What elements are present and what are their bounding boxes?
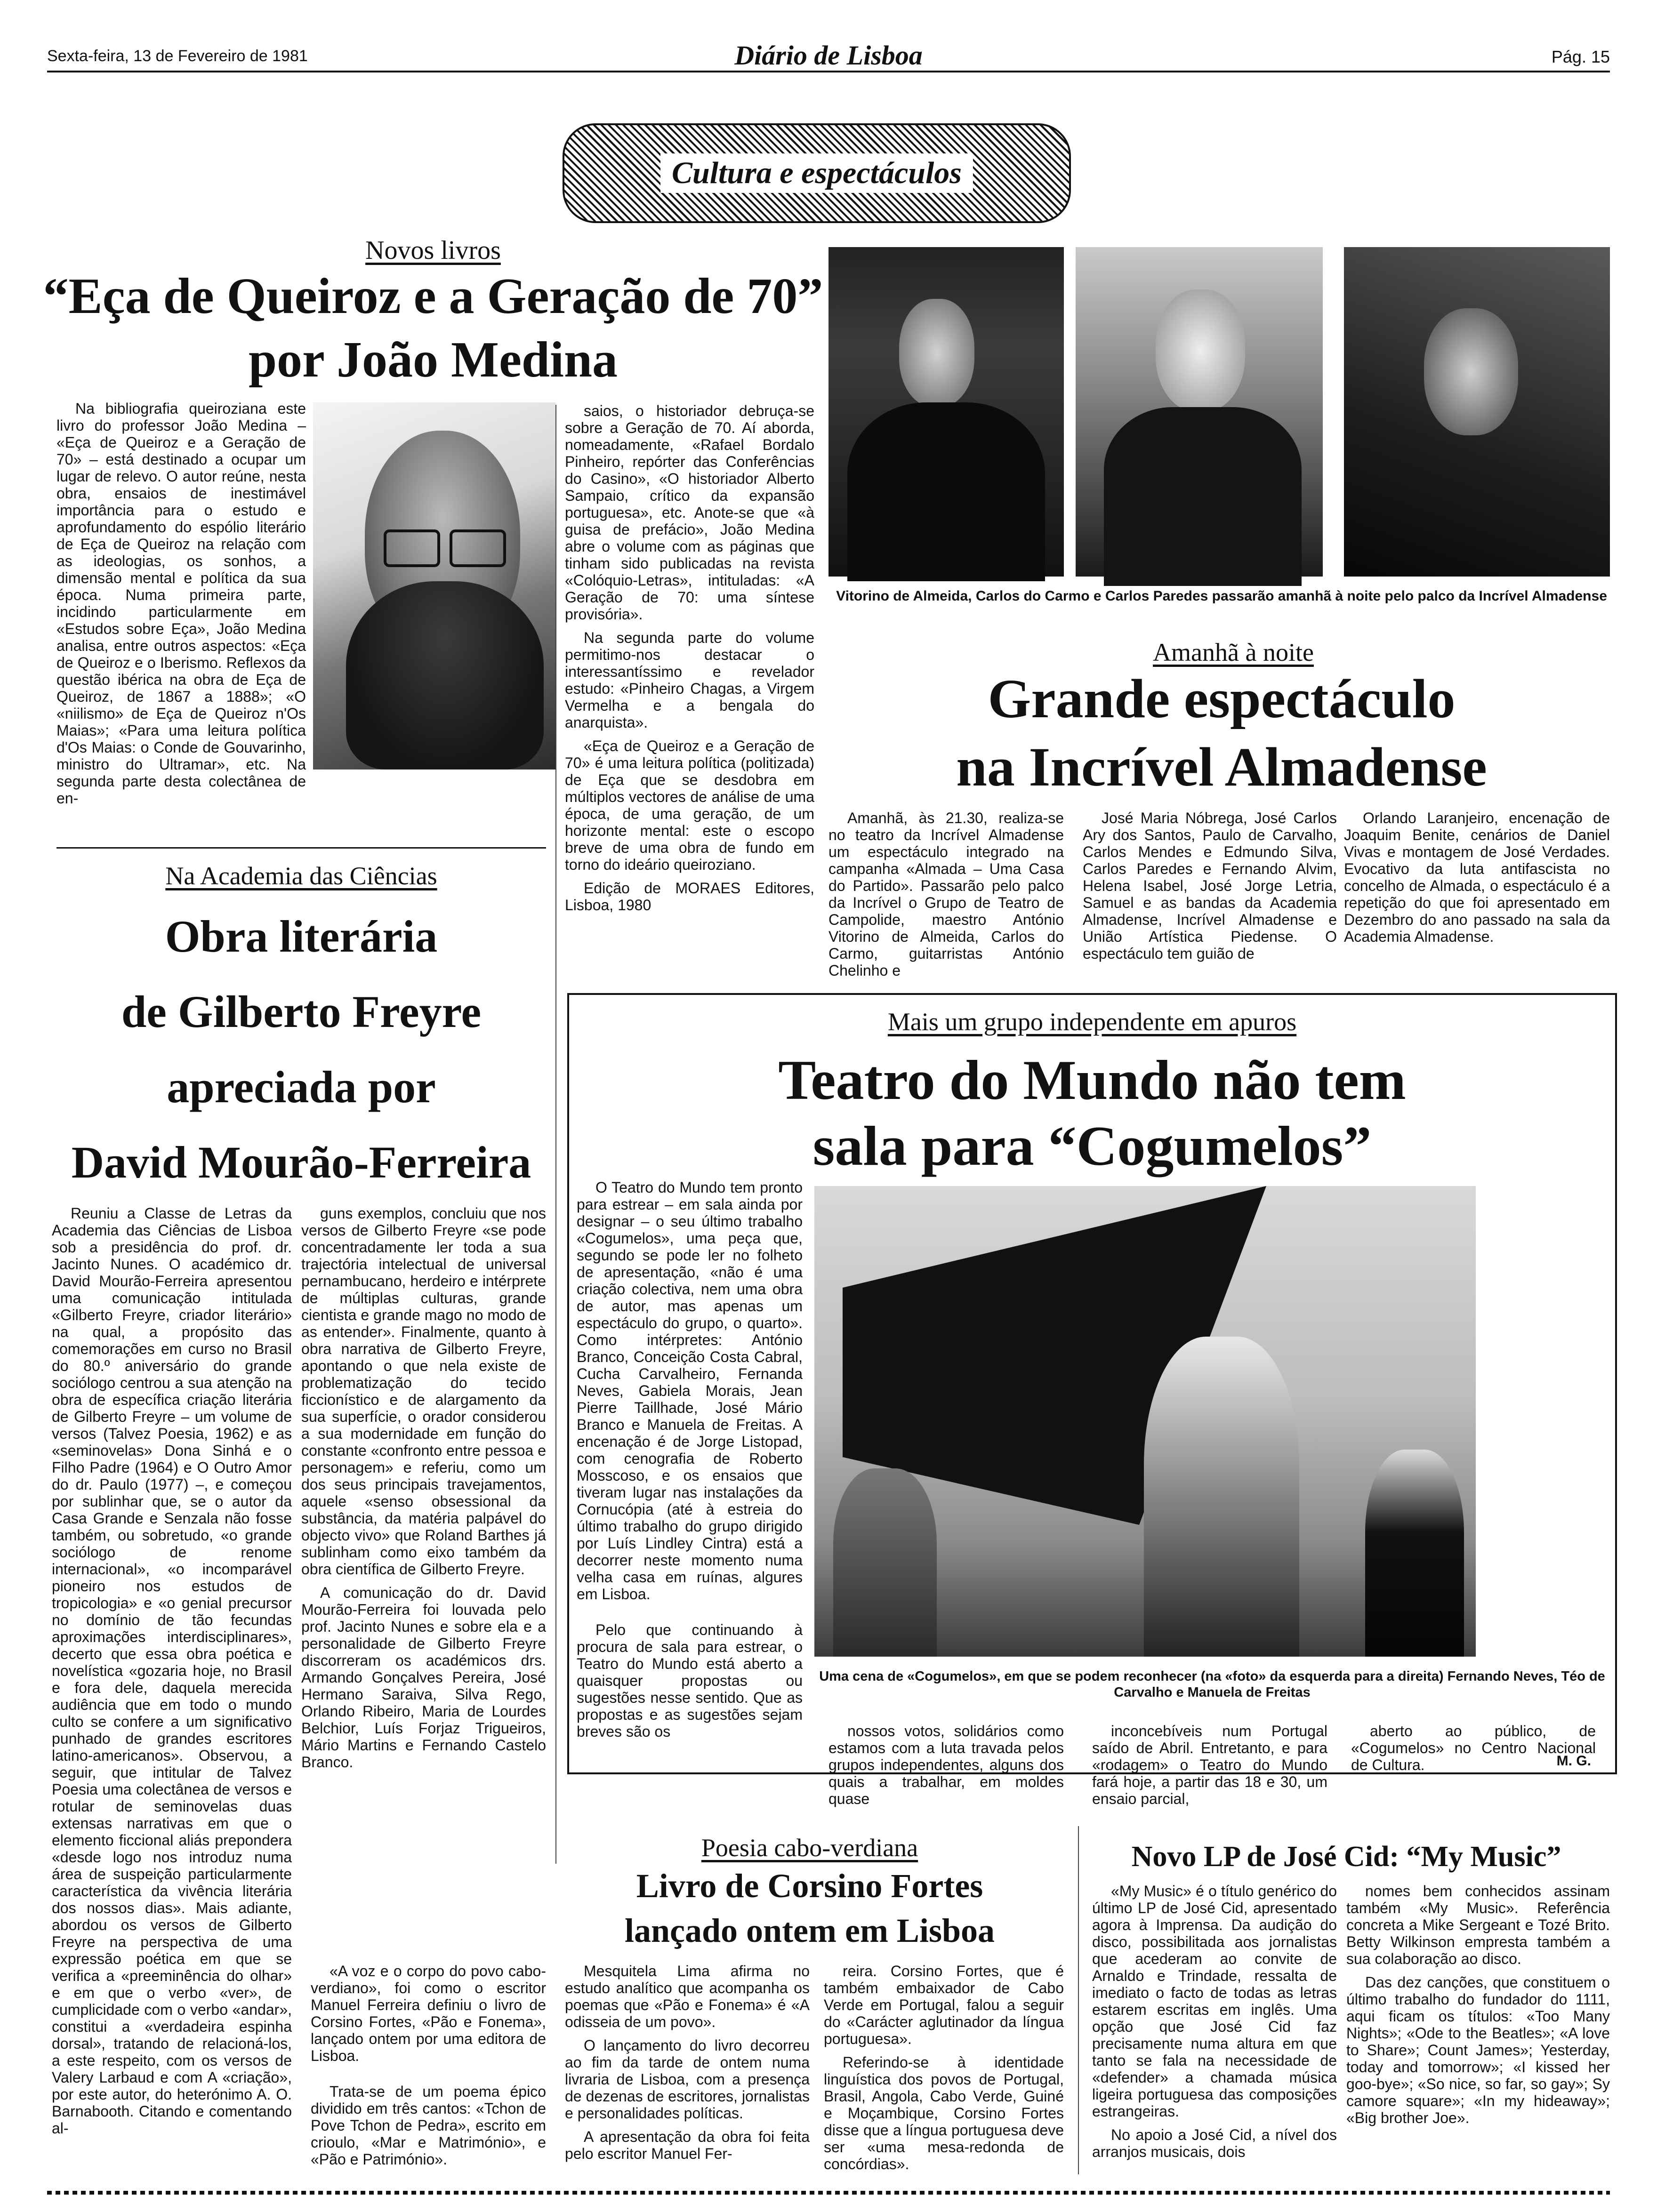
section-banner-title: Cultura e espectáculos [660,153,973,193]
cid-col2-p1: nomes bem conhecidos assinam também «My Music». Referência concreta a Mike Sergeant e Tozé Brito. Betty Wilkinson empresta também a sua colaboração ao disco. [1346,1883,1610,1967]
cid-column-1 [1092,1883,1337,2174]
almada-col2-text: José Maria Nóbrega, José Carlos Ary dos Santos, Paulo de Carvalho, Carlos Mendes e Edmundo Silva, Carlos Paredes e Fernando Alvim, Helena Isabel, José Jorge Letria, Samuel e as bandas da Academia Almadense, Incrível Almadense e União Artística Piedense. O espectáculo tem guião de [1083,809,1337,962]
almada-column-1 [828,809,1064,984]
eca-col2-p2: Na segunda parte do volume permitimo-nos destacar o interessantíssimo e revelador estudo: «Pinheiro Chagas, a Virgem Vermelha e a bengala do anarquista». [565,629,814,731]
freyre-col2-p2: A comunicação do dr. David Mourão-Ferreira foi louvada pelo prof. Jacinto Nunes e sobre ela e a personalidade de Gilberto Freyre discorreram os académicos drs. Armando Gonçalves Pereira, José Hermano Saraiva, Silva Rego, Orlando Ribeiro, Maria de Lourdes Belchior, Luís Forjaz Trigueiros, Mário Martins e Fernando Castelo Branco. [301,1584,546,1771]
teatro-signature: M. G. [1556,1753,1591,1769]
freyre-col2-p1: guns exemplos, concluiu que nos versos de Gilberto Freyre «se pode concentradamente ler toda a sua trajectória intelectual de universal pernambucano, herdeiro e intérprete de múltiplas culturas, grande cientista e grande mago no modo de as entender». Finalmente, quanto à obra narrativa de Gilberto Freyre, apontando o que nela existe de problematização do tecido ficcionístico e de alargamento da sua superfície, o orador considerou a sua modernidade em função do constante «confronto entre pessoa e personagem» e referiu, como um dos seus principais travejamentos, aquele «senso obsessional da substância, da matéria palpável do objecto vivo» que Roland Barthes já sublinham como eixo também da obra científica de Gilberto Freyre. [301,1205,546,1578]
cid-headline: Novo LP de José Cid: “My Music” [1131,1841,1561,1873]
freyre-kicker: Na Academia das Ciências [165,862,437,890]
almada-kicker: Amanhã à noite [1153,638,1314,666]
eca-headline-line2: por João Medina [248,332,618,388]
teatro-kicker: Mais um grupo independente em apuros [887,1008,1297,1036]
almada-col3-text: Orlando Laranjeiro, encenação de Joaquim Benite, cenários de Daniel Vivas e montagem de José Verdades. Evocativo da luta antifascista no concelho de Almada, o espectáculo é a repetição do que foi apresentado em Dezembro do ano passado na sala da Academia Almadense. [1344,809,1610,945]
corsino-headline-line1: Livro de Corsino Fortes [636,1867,983,1905]
photo-carlos-paredes [1344,247,1610,577]
teatro-headline-line1: Teatro do Mundo não tem [778,1049,1406,1111]
freyre-headline-line3: apreciada por [167,1062,436,1112]
cid-column-2 [1346,1883,1610,2174]
corsino-col2-p3: A apresentação da obra foi feita pelo escritor Manuel Fer- [565,2128,810,2162]
teatro-col4-text: aberto ao público, de «Cogumelos» no Centro Nacional de Cultura. [1351,1723,1596,1773]
teatro-column-3 [1092,1723,1327,1807]
cogumelos-photo-caption: Uma cena de «Cogumelos», em que se podem reconhecer (na «foto» da esquerda para a direita) Fernando Neves, Téo de Carvalho e Manuela de Freitas [819,1669,1605,1700]
portrait-beard [346,581,544,769]
issue-date: Sexta-feira, 13 de Fevereiro de 1981 [47,47,308,65]
corsino-column-2 [565,1963,810,2174]
corsino-col3-p2: Referindo-se à identidade linguística dos povos de Portugal, Brasil, Angola, Cabo Verde, Guiné e Moçambique, Corsino Fortes disse que a língua portuguesa deve ser «uma mesa-redonda de concórdias». [824,2054,1064,2172]
photo3-face [1424,308,1518,435]
portrait-glasses-left [384,529,440,567]
photo-actor-left [833,1468,937,1657]
almada-photo-caption: Vitorino de Almeida, Carlos do Carmo e Carlos Paredes passarão amanhã à noite pelo palco da Incrível Almadense [836,588,1607,604]
freyre-headline-line4: David Mourão-Ferreira [71,1137,531,1187]
freyre-col1-text: Reuniu a Classe de Letras da Academia das Ciências de Lisboa sob a presidência do prof. dr. Jacinto Nunes. O académico dr. David Mourão-Ferreira apresentou uma comunicação intitulada «Gilberto Freyre, criador literário» na qual, a propósito das comemorações em curso no Brasil do 80.º aniversário do grande sociólogo centrou a sua atenção na obra de específica criação literária de Gilberto Freyre – um volume de versos (Talvez Poesia, 1962) e as «seminovelas» Dona Sinhá e o Filho Padre (1964) e O Outro Amor do dr. Paulo (1977) –, e começou por sublinhar que, se o autor da Casa Grande e Senzala não fosse também, ou sobretudo, «o grande sociólogo de renome internacional», «o incomparável pioneiro nos estudos de tropicologia» e «o genial precursor no domínio de tão fecundas aproximações interdisciplinares», decerto que essa obra poética e novelística «gozaria hoje, no Brasil e fora dele, daquela merecida audiência que em todo o mundo culto se confere a um significativo punhado de grandes escritores latino-americanos». Observou, a seguir, que intitular de Talvez Poesia uma colectânea de versos e rotular de seminovelas duas extensas narrativas em que o elemento ficcional aliás prepondera «desde logo nos introduz numa área de suspeição particularmente característica da vivência literária dos nossos dias». Mais adiante, abordou os versos de Gilberto Freyre na perspectiva de uma expressão poética em que se verifica a «preeminência do olhar» e em que o verbo «ver», de cumplicidade com o verbo «andar», constitui a «verdadeira espinha dorsal», tratando de relacioná-los, a este respeito, com os versos de Valery Larbaud e com A «criação», por este autor, do heterónimo A. O. Barnabooth. Citando e comentando al- [52,1205,292,2137]
teatro-column-1 [577,1179,803,1763]
masthead: Diário de Lisboa [734,40,923,71]
corsino-headline-line2: lançado ontem em Lisboa [624,1912,995,1949]
joao-medina-portrait [313,402,555,769]
freyre-column-1 [52,1205,292,2174]
eca-kicker: Novos livros [365,236,501,265]
photo1-face [899,299,974,407]
header-rule [47,71,1610,72]
corsino-column-1 [311,1963,546,2174]
cid-col1-p1: «My Music» é o título genérico do último LP de José Cid, apresentado agora à Imprensa. Da audição do disco, possibilitada aos jornalistas que acederam ao convite de Arnaldo e Trindade, ressalta de imediato o facto de todas as letras estarem escritas em inglês. Uma opção que José Cid faz precisamente numa altura em que tanto se fala na necessidade de «defender» a chamada música ligeira portuguesa das composições estrangeiras. [1092,1883,1337,2120]
corsino-col1-p2: Trata-se de um poema épico dividido em três cantos: «Tchon de Pove Tchon de Pedra», escrito em crioulo, «Mar e Matrimónio», e «Pão e Património». [311,2083,546,2168]
cid-col1-p2: No apoio a José Cid, a nível dos arranjos musicais, dois [1092,2126,1337,2160]
photo1-coat [847,402,1045,581]
corsino-col2-p2: O lançamento do livro decorreu ao fim da tarde de ontem numa livraria de Lisboa, com a presença de dezenas de escritores, jornalistas e personalidades políticas. [565,2037,810,2122]
photo-carlos-do-carmo [1076,247,1323,577]
eca-col2-p3: «Eça de Queiroz e a Geração de 70» é uma leitura política (politizada) de Eça que se desdobra em múltiplos vectores de análise de uma época, de uma geração, de um horizonte mental: este o escopo breve de uma obra de fundo em torno do ideário queiroziano. [565,737,814,873]
corsino-col3-p1: reira. Corsino Fortes, que é também embaixador de Cabo Verde em Portugal, falou a seguir do «Carácter aglutinador da língua portuguesa». [824,1963,1064,2047]
photo2-face [1156,289,1245,412]
corsino-col2-p1: Mesquitela Lima afirma no estudo analítico que acompanha os poemas que «Pão e Fonema» é «A odisseia de um povo». [565,1963,810,2030]
freyre-headline-line1: Obra literária [165,911,438,962]
eca-col2-p4: Edição de MORAES Editores, Lisboa, 1980 [565,880,814,914]
bottom-dotted-border [47,2191,1610,2195]
corsino-kicker: Poesia cabo-verdiana [701,1834,918,1862]
corsino-cid-divider [1078,1826,1079,2174]
photo-vitorino-de-almeida [828,247,1064,577]
cid-col2-p2: Das dez canções, que constituem o último trabalho do fundador do 1111, aqui ficam os títulos: «Too Many Nights»; «Ode to the Beatles»; «A love to Share»; Count James»; Yesterday, today and tomorrow»; «I kissed her goo-bye»; «So nice, so far, so gay»; Sy camore square»; «In my hideaway»; «Big brother Joe». [1346,1974,1610,2126]
eca-freyre-divider [56,847,546,849]
teatro-col2-text: nossos votos, solidários como estamos com a luta travada pelos grupos independentes, alguns dos quais a trabalhar, em moldes quase [828,1723,1064,1807]
left-column-divider [555,405,556,1864]
corsino-col1-p1: «A voz e o corpo do povo cabo-verdiano», foi como o escritor Manuel Ferreira definiu o livro de Corsino Fortes, «Pão e Fonema», lançado ontem por uma editora de Lisboa. [311,1963,546,2064]
teatro-col1-p1: O Teatro do Mundo tem pronto para estrear – em sala ainda por designar – o seu último trabalho «Cogumelos», uma peça que, segundo se pode ler no folheto de apresentação, «não é uma criação colectiva, nem uma obra de autor, mas apenas um espectáculo do grupo, o quarto». Como intérpretes: António Branco, Conceição Costa Cabral, Cucha Carvalheiro, Fernanda Neves, Gabiela Morais, Jean Pierre Taillhade, José Mário Branco e Manuela de Freitas. A encenação é de Jorge Listopad, com cenografia de Roberto Mosscoso, e os ensaios que tiveram lugar nas instalações da Cornucópia (até à estreia do último trabalho do grupo dirigido por Luís Lindley Cintra) está a decorrer neste momento numa velha casa em ruínas, algures em Lisboa. [577,1179,803,1603]
corsino-column-3 [824,1963,1064,2174]
eca-headline-line1: “Eça de Queiroz e a Geração de 70” [43,268,823,324]
teatro-col3-text: inconcebíveis num Portugal saído de Abril. Entretanto, e para «rodagem» o Teatro do Mundo fará hoje, a partir das 18 e 30, um ensaio parcial, [1092,1723,1327,1807]
eca-column-1 [56,400,306,833]
freyre-column-2 [301,1205,546,1854]
cogumelos-scene-photo [814,1186,1476,1657]
teatro-column-2 [828,1723,1064,1807]
photo-actor-centre [1144,1337,1299,1657]
almada-column-2 [1083,809,1337,984]
photo-actress-right [1365,1450,1464,1657]
almada-column-3 [1344,809,1610,984]
almada-headline-line2: na Incrível Almadense [956,736,1487,798]
freyre-headline-line2: de Gilberto Freyre [121,986,482,1037]
section-banner [563,123,1071,223]
page-number: Pág. 15 [1551,47,1610,66]
almada-headline-line1: Grande espectáculo [988,668,1456,729]
photo2-suit [1104,407,1302,586]
teatro-headline-line2: sala para “Cogumelos” [812,1114,1372,1177]
eca-col2-p1: saios, o historiador debruça-se sobre a Geração de 70. Aí aborda, nomeadamente, «Rafael Bordalo Pinheiro, repórter das Conferências do Casino», «O historiador Alberto Sampaio, crítico da expansão portuguesa», etc. Anote-se que «à guisa de prefácio», João Medina abre o volume com as páginas que tinham sido publicadas na revista «Colóquio-Letras», intituladas: «A Geração de 70: uma síntese provisória». [565,402,814,623]
eca-col1-text: Na bibliografia queiroziana este livro do professor João Medina – «Eça de Queiroz e a Geração de 70» – está destinado a ocupar um lugar de relevo. O autor reúne, nesta obra, ensaios de inestimável importância para o estudo e aprofundamento do espólio literário de Eça de Queiroz na relação com as ideologias, os sonhos, a dimensão mental e política da sua época. Numa primeira parte, incidindo particularmente em «Estudos sobre Eça», João Medina analisa, entre outros aspectos: «Eça de Queiroz e o Iberismo. Reflexos da questão ibérica na obra de Eça de Queiroz, de 1867 a 1888»; «O «niilismo» de Eça de Queiroz n'Os Maias»; «Para uma leitura política d'Os Maias: o Conde de Gouvarinho, ministro do Ultramar», etc. Na segunda parte desta colectânea de en- [56,400,306,807]
portrait-glasses-right [450,529,506,567]
almada-col1-text: Amanhã, às 21.30, realiza-se no teatro da Incrível Almadense um espectáculo integrado na campanha «Almada – Uma Casa do Partido». Passarão pelo palco da Incrível o Grupo de Teatro de Campolide, maestro António Vitorino de Almeida, Carlos do Carmo, guitarristas António Chelinho e [828,809,1064,979]
eca-column-2 [565,402,814,972]
teatro-col1-p2: Pelo que continuando à procura de sala para estrear, o Teatro do Mundo está aberto a quaisquer propostas ou sugestões nesse sentido. Que as propostas e as sugestões sejam breves são os [577,1621,803,1740]
